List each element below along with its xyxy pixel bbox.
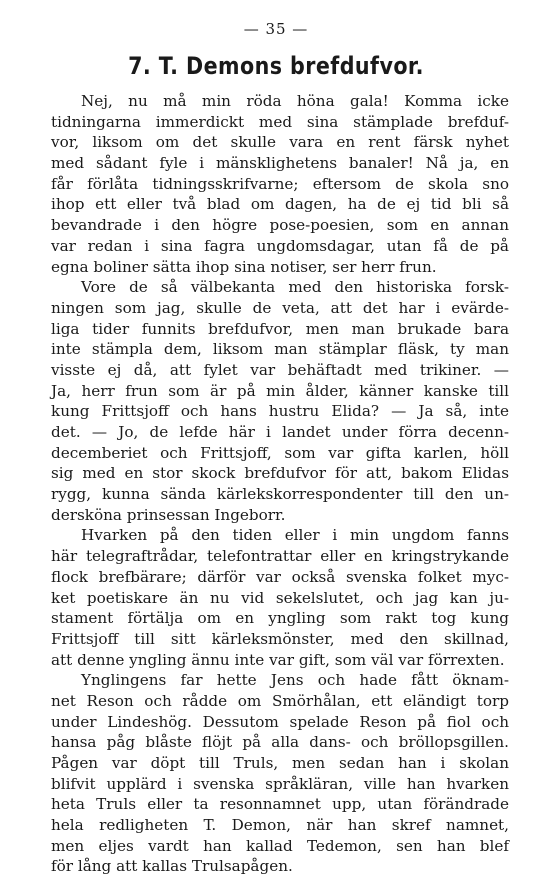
text-line: Pågen var döpt till Truls, men sedan han i skolan bbox=[51, 754, 509, 772]
text-line: stament förtälja om en yngling som rakt tog kung bbox=[51, 609, 509, 628]
text-line: får förlåta tidningsskrifvarne; eftersom de skola sno bbox=[51, 174, 509, 193]
page-number: — 35 — bbox=[243, 20, 309, 38]
text-line: under Lindeshög. Dessutom spelade Reson på fiol och bbox=[51, 712, 509, 731]
text-line: var redan i sina fagra ungdomsdagar, utan få de på bbox=[51, 236, 509, 255]
text-line: heta Truls eller ta resonnamnet upp, utan förändrade bbox=[51, 795, 509, 814]
text-line: decemberiet och Frittsjoff, som var gifta karlen, höll bbox=[51, 443, 509, 462]
text-line: med sådant fyle i mänsklighetens banaler! Nå ja, en bbox=[51, 154, 509, 173]
text-line: egna boliner sätta ihop sina notiser, ser herr frun. bbox=[51, 257, 437, 276]
text-line: flock brefbärare; därför var också svenska folket myc- bbox=[51, 567, 509, 586]
text-line: det. — Jo, de lefde här i landet under förra decenn- bbox=[51, 423, 509, 441]
text-line: tidningarna immerdickt med sina stämplade brefduf- bbox=[51, 112, 509, 131]
text-line: hansa påg blåste flöjt på alla dans- och bröllopsgillen. bbox=[51, 733, 509, 752]
body-text bbox=[51, 91, 509, 877]
text-line: net Reson och rådde om Smörhålan, ett eländigt torp bbox=[51, 691, 509, 710]
text-line: Nej, nu må min röda höna gala! Komma icke bbox=[81, 92, 509, 110]
text-line: dersköna prinsessan Ingeborr. bbox=[51, 505, 286, 524]
text-line: visste ej då, att fylet var behäftadt med trikiner. — bbox=[51, 360, 509, 379]
text-line: ihop ett eller två blad om dagen, ha de ej tid bli så bbox=[51, 195, 509, 214]
text-line: blifvit upplärd i svenska språkläran, ville han hvarken bbox=[51, 774, 509, 793]
text-line: Ynglingens far hette Jens och hade fått öknam- bbox=[81, 671, 509, 690]
text-line: för lång att kallas Trulsapågen. bbox=[51, 857, 293, 876]
text-line: bevandrade i den högre pose-poesien, som en annan bbox=[51, 216, 509, 235]
text-line: rygg, kunna sända kärlekskorrespondenter till den un- bbox=[51, 485, 509, 504]
text-line: Frittsjoff till sitt kärleksmönster, med den skillnad, bbox=[51, 629, 509, 648]
text-line: vor, liksom om det skulle vara en rent färsk nyhet bbox=[51, 133, 509, 152]
text-line: ningen som jag, skulle de veta, att det har i evärde- bbox=[51, 298, 509, 317]
text-line: inte stämpla dem, liksom man stämplar fläsk, ty man bbox=[51, 340, 509, 359]
text-line: ket poetiskare än nu vid sekelslutet, och jag kan ju- bbox=[51, 588, 509, 607]
text-line: Ja, herr frun som är på min ålder, känner kanske till bbox=[51, 381, 509, 400]
text-line: att denne yngling ännu inte var gift, som väl var förrexten. bbox=[51, 650, 505, 669]
text-line: hela redligheten T. Demon, när han skref namnet, bbox=[51, 816, 509, 835]
text-line: Hvarken på den tiden eller i min ungdom fanns bbox=[81, 526, 509, 545]
text-line: här telegraftrådar, telefontrattar eller en kringstrykande bbox=[51, 547, 509, 566]
text-line: Vore de så välbekanta med den historiska forsk- bbox=[81, 278, 509, 297]
chapter-title: 7. T. Demons brefdufvor. bbox=[128, 52, 424, 80]
text-line: kung Frittsjoff och hans hustru Elida? — Ja så, inte bbox=[51, 402, 509, 421]
text-line: sig med en stor skock brefdufvor för att, bakom Elidas bbox=[51, 464, 509, 483]
text-line: men eljes vardt han kallad Tedemon, sen han blef bbox=[51, 836, 509, 855]
text-line: liga tider funnits brefdufvor, men man brukade bara bbox=[51, 319, 509, 338]
